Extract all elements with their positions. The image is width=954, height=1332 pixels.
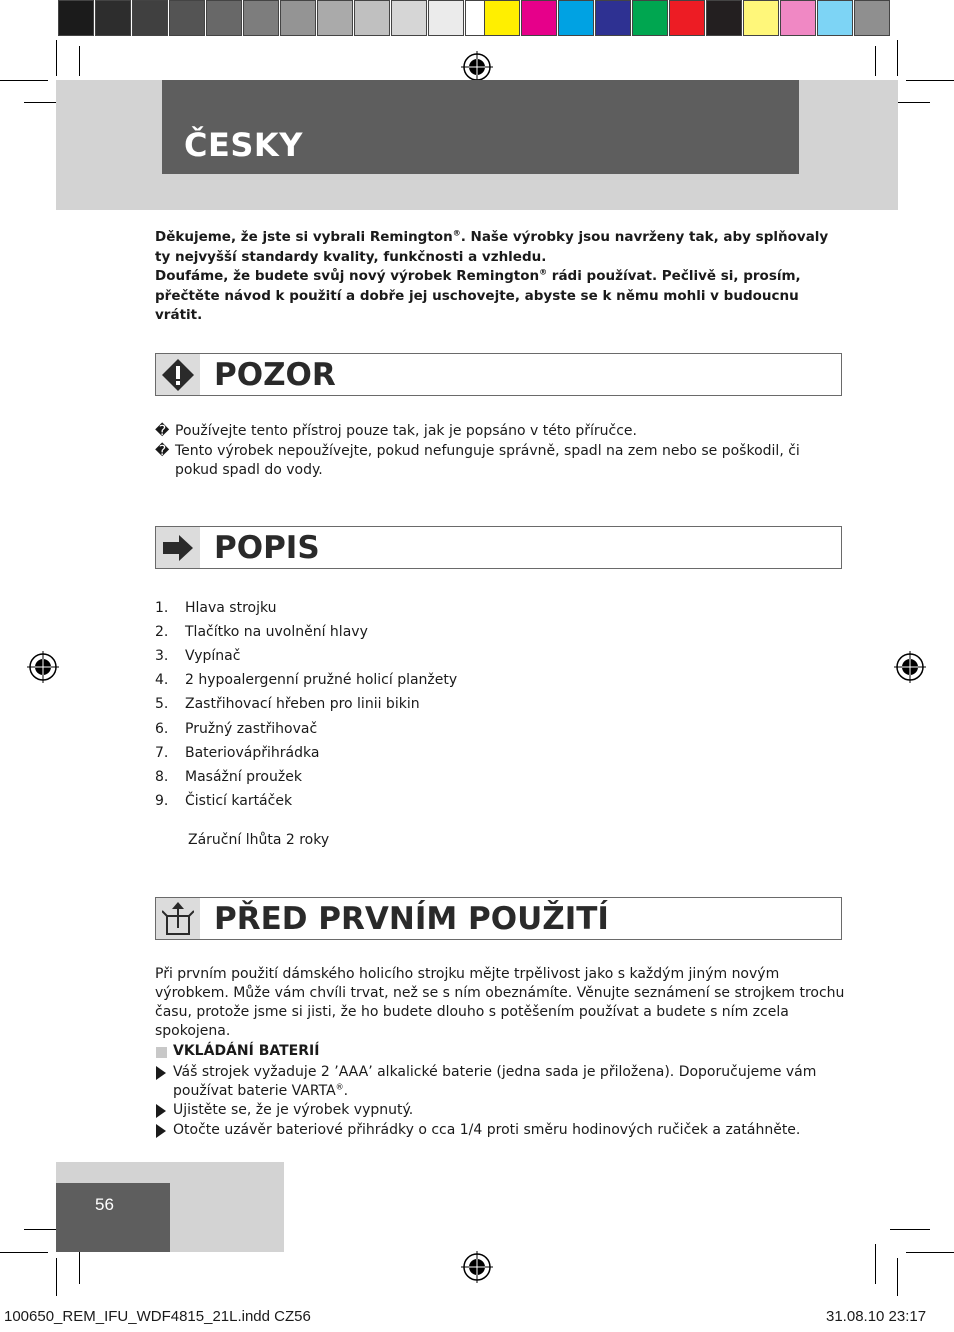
list-item: [155, 1101, 845, 1120]
crop-mark: [906, 1252, 954, 1253]
intro-line2-b: rádi používat. Pečlivě si, prosím, přečtěte návod k použití a dobře jej uschovejte, abyste se k němu mohli v budoucnu vrátit.: [155, 268, 801, 323]
color-swatch: [280, 0, 316, 36]
crop-mark: [890, 1229, 930, 1230]
list-item: [155, 422, 845, 441]
section-heading-pozor: [155, 353, 842, 396]
item-label: Zastřihovací hřeben pro linii bikin: [185, 696, 420, 713]
item-number: 5.: [155, 696, 169, 713]
crop-mark: [24, 1229, 56, 1230]
intro-text: [155, 228, 845, 326]
triangle-bullet-icon: [156, 1066, 166, 1080]
item-label: Bateriovápřihrádka: [185, 744, 320, 761]
color-swatch: [854, 0, 890, 36]
item-number: 6.: [155, 720, 169, 737]
item-number: 9.: [155, 792, 169, 809]
registration-mark-icon: [461, 1251, 493, 1283]
crop-mark: [875, 46, 876, 76]
color-swatch: [391, 0, 427, 36]
step-text-main: Ujistěte se, že je výrobek vypnutý.: [173, 1102, 414, 1118]
color-swatch: [317, 0, 353, 36]
box-unpack-icon: [156, 898, 200, 939]
item-label: Masážní proužek: [185, 768, 302, 785]
registered-mark: ®: [539, 267, 548, 277]
triangle-bullet-icon: [156, 1104, 166, 1118]
step-text-main: Otočte uzávěr bateriové přihrádky o cca 1/4 proti směru hodinových ručiček a zatáhněte.: [173, 1122, 801, 1138]
crop-mark: [56, 40, 57, 76]
crop-mark: [24, 102, 56, 103]
bullet-text: Tento výrobek nepoužívejte, pokud nefunguje správně, spadl na zem nebo se poškodil, či pokud spadl do vody.: [175, 443, 800, 478]
intro-line1-a: Děkujeme, že jste si vybrali Remington: [155, 229, 453, 245]
crop-mark: [897, 40, 898, 76]
page-number: 56: [95, 1195, 114, 1214]
subheading-battery: VKLÁDÁNÍ BATERIÍ: [173, 1043, 320, 1059]
exclamation-icon: [156, 354, 200, 395]
crop-mark: [906, 80, 954, 81]
process-color-bar: [484, 0, 891, 38]
item-number: 4.: [155, 672, 169, 689]
item-number: 1.: [155, 600, 169, 616]
intro-line2-a: Doufáme, že budete svůj nový výrobek Remington: [155, 268, 540, 284]
warning-bullet-icon: �: [155, 443, 170, 459]
color-swatch: [558, 0, 594, 36]
section-title: POPIS: [214, 530, 320, 566]
color-swatch: [484, 0, 520, 36]
page-title: ČESKY: [184, 126, 303, 164]
arrow-right-icon: [156, 527, 200, 568]
footer-date: 31.08.10 23:17: [826, 1308, 927, 1325]
crop-mark: [897, 1258, 898, 1296]
item-label: Vypínač: [185, 648, 241, 665]
item-label: Tlačítko na uvolnění hlavy: [185, 624, 368, 641]
warning-bullet-icon: �: [155, 423, 170, 439]
crop-mark: [0, 80, 48, 81]
first-use-paragraph: Při prvním použití dámského holicího strojku mějte trpělivost jako s každým jiným novým výrobkem. Může vám chvíli trvat, než se s ním obeznámíte. Věnujte seznámení se strojkem trochu času, protože jsme si jisti, že ho budete dlouho s potěšením používat a budete s ním zcela spokojena.: [155, 966, 845, 1039]
color-swatch: [595, 0, 631, 36]
step-text: [155, 1063, 845, 1101]
list-item: [155, 442, 845, 480]
registration-mark-icon: [894, 651, 926, 683]
crop-mark: [898, 102, 930, 103]
warranty-note: Záruční lhůta 2 roky: [188, 832, 330, 848]
bullet-text: Používejte tento přístroj pouze tak, jak je popsáno v této příručce.: [175, 423, 637, 439]
item-number: 2.: [155, 624, 169, 641]
gray-color-bar: [58, 0, 502, 38]
color-swatch: [780, 0, 816, 36]
section-title: PŘED PRVNÍM POUŽITÍ: [214, 901, 609, 937]
item-label: Pružný zastřihovač: [185, 720, 318, 737]
section-heading-popis: [155, 526, 842, 569]
color-swatch: [669, 0, 705, 36]
crop-mark: [875, 1244, 876, 1284]
page-number-box: [56, 1183, 170, 1252]
item-number: 3.: [155, 648, 169, 665]
item-label: Čisticí kartáček: [185, 792, 293, 809]
item-label: 2 hypoalergenní pružné holicí planžety: [185, 672, 458, 689]
crop-mark: [56, 1258, 57, 1296]
item-number: 7.: [155, 744, 169, 761]
subheading-square-icon: [156, 1047, 167, 1058]
intro-line1-b: . Naše výrobky jsou navrženy tak, aby splňovaly ty nejvyšší standardy kvality, funkčnosti a vzhledu.: [155, 229, 829, 265]
crop-mark: [0, 1252, 48, 1253]
section-title: POZOR: [214, 357, 336, 393]
step-text-end: .: [343, 1083, 349, 1099]
registered-mark: ®: [335, 1082, 344, 1092]
item-label: Hlava strojku: [185, 600, 277, 616]
color-swatch: [95, 0, 131, 36]
crop-mark: [79, 46, 80, 76]
item-number: 8.: [155, 768, 169, 785]
step-text-main: Váš strojek vyžaduje 2 ’AAA’ alkalické baterie (jedna sada je přiložena). Doporučujeme vám používat baterie VARTA: [173, 1064, 817, 1099]
color-swatch: [428, 0, 464, 36]
section-heading-pred-prvnim-pouziti: [155, 897, 842, 940]
step-text: [155, 1101, 845, 1120]
step-text: [155, 1121, 845, 1140]
footer-file-info: 100650_REM_IFU_WDF4815_21L.indd CZ56: [4, 1308, 311, 1325]
color-swatch: [132, 0, 168, 36]
color-swatch: [632, 0, 668, 36]
color-swatch: [243, 0, 279, 36]
triangle-bullet-icon: [156, 1124, 166, 1138]
color-swatch: [521, 0, 557, 36]
color-swatch: [743, 0, 779, 36]
color-swatch: [706, 0, 742, 36]
registration-mark-icon: [27, 651, 59, 683]
list-item: [155, 1121, 845, 1140]
registration-mark-icon: [461, 51, 493, 83]
color-swatch: [817, 0, 853, 36]
list-item: [155, 1063, 845, 1101]
registered-mark: ®: [452, 228, 461, 238]
color-swatch: [58, 0, 94, 36]
color-swatch: [206, 0, 242, 36]
color-swatch: [169, 0, 205, 36]
color-swatch: [354, 0, 390, 36]
